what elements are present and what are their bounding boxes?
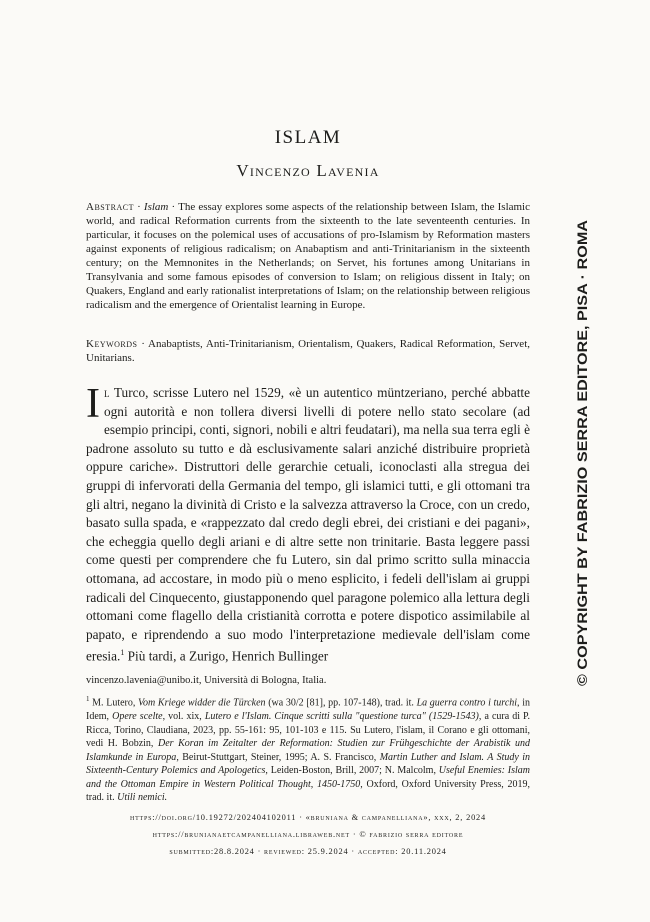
body-paragraph-end: Più tardi, a Zurigo, Henrich Bullinger — [124, 648, 329, 664]
side-copyright-svg — [575, 220, 591, 686]
footnote-text: , vol. xix, — [162, 710, 205, 722]
abstract-label: Abstract — [86, 201, 134, 213]
footnote-italic: La guerra contro i turchi — [416, 697, 518, 709]
footnote-italic: Martin Luther and Islam. A Study in Sixteenth-Century Polemics and Apologetics — [86, 751, 530, 777]
footnote-text: , Leiden-Boston, Brill, 2007; N. Malcolm, — [265, 765, 439, 777]
abstract-term: Islam — [143, 201, 169, 213]
keywords-text: · Anabaptists, Anti-Trinitarianism, Orientalism, Quakers, Radical Reformation, Servet, Unitarians. — [86, 338, 530, 364]
footnote-text: , in Idem, — [86, 697, 530, 722]
footnote-text: , a cura di P. Ricca, Torino, Claudiana, 2023, pp. 55-161: 95, 101-103 e 115. Su Lutero, l'islam, il Corano e gli ottomani, vedi H. Bobzin, — [86, 710, 531, 750]
footnote-text: , Beirut-Stuttgart, Steiner, 1995; A. S. Francisco, — [176, 751, 380, 763]
footer-dates-line: submitted:28.8.2024 · reviewed: 25.9.2024 · accepted: 20.11.2024 — [169, 847, 447, 856]
author-name: Vincenzo Lavenia — [236, 161, 380, 180]
drop-cap: I — [86, 381, 100, 427]
footnote-ref[interactable]: 1 — [120, 648, 125, 658]
side-copyright-text: © COPYRIGHT BY FABRIZIO SERRA EDITORE, PISA · ROMA — [575, 297, 590, 686]
side-copyright — [575, 220, 591, 686]
footnote-italic: Der Koran im Zeitalter der Reformation: Studien zur Frühgeschichte der Arabistik und Islamkunde in Europa — [86, 738, 530, 763]
article-title: ISLAM — [274, 127, 342, 148]
keywords-label: Keywords — [86, 338, 138, 350]
body-text — [86, 381, 530, 666]
footer-doi-line: https://doi.org/10.19272/202404102011 · «bruniana & campanelliana», xxx, 2, 2024 — [129, 813, 487, 822]
footnote-number: 1 — [86, 695, 90, 703]
abstract-text: · The essay explores some aspects of the relationship between Islam, the Islamic world, and radical Reformation currents from the sixteenth to the late seventeenth centuries. In particular, it focuses on the polemical uses of accusations of pro-Islamism by Reformation masters against exponents of religious radicalism; on Anabaptism and anti-Trinitarianism in the sixteenth century; on the Memnonites in the Netherlands; on Servet, his fortunes among Unitarians in Transylvania and some famous episodes of conversion to Islam; on religious dissent in Italy; on Quakers, England and early rationalist interpretations of Islam; on the relationship between religious radicalism and the emergence of Orientalist learning in Europe. — [86, 201, 531, 311]
keywords — [86, 337, 530, 365]
abstract-separator: · — [133, 201, 144, 213]
footnote-italic: Opere scelte — [112, 710, 163, 722]
abstract — [86, 200, 530, 312]
footnote-text: , Oxford, Oxford University Press, 2019, trad. it. — [86, 778, 530, 804]
footnote-italic: Useful Enemies: Islam and the Ottoman Empire in Western Political Thought, 1450-1750 — [86, 765, 530, 790]
footnote-text: (wa 30/2 [81], pp. 107-148), trad. it. — [265, 697, 417, 709]
footnote-italic: Utili nemici. — [117, 792, 168, 804]
footer-website-line: https://brunianaetcampanelliana.libraweb.net · © fabrizio serra editore — [152, 830, 464, 839]
author-affiliation: vincenzo.lavenia@unibo.it, Università di Bologna, Italia. — [86, 675, 327, 686]
footnote-text: M. Lutero, — [89, 697, 139, 709]
footnote-italic: Lutero e l'Islam. Cinque scritti sulla "questione turca" (1529-1543) — [204, 710, 479, 722]
body-paragraph: Turco, scrisse Lutero nel 1529, «è un autentico müntzeriano, perché abbatte ogni autorità e non tollera diversi livelli di potere nello stato secolare (ad esempio principi, conti, signori, nobili e altri feudatari), ma nella sua terra egli è padrone assoluto su tutto e dà esclusivamente salari anziché distribuire proprietà oppure cariche». Distruttori delle gerarchie cetuali, iconoclasti alla stregua dei gruppi di infervorati della Germania del tempo, gli islamici tutti, e gli ottomani tra gli altri, negano la divinità di Cristo e la salvezza attraverso la Croce, con un credo, basato sulla spada, e «rappezzato dal credo degli ebrei, dei cristiani e dei pagani», che echeggia quello degli ariani e di altre sette non trinitarie. Basta leggere passi come questi per comprendere che fu Lutero, sin dal primo scritto sulla minaccia ottomana, ad accostare, in modo più o meno esplicito, i fedeli dell'islam ai gruppi radicali del Cinquecento, giustapponendo quel paragone polemico alla lettura degli ottomani come flagello della cristianità corrotta e potere dispotico assimilabile al papato, e riprendendo a suo modo l'interpretazione medievale dell'islam come eresia. — [86, 385, 530, 664]
first-word-rest: l — [104, 385, 110, 400]
footnote-italic: Vom Kriege widder die Türcken — [138, 697, 266, 709]
footnote — [86, 693, 530, 805]
